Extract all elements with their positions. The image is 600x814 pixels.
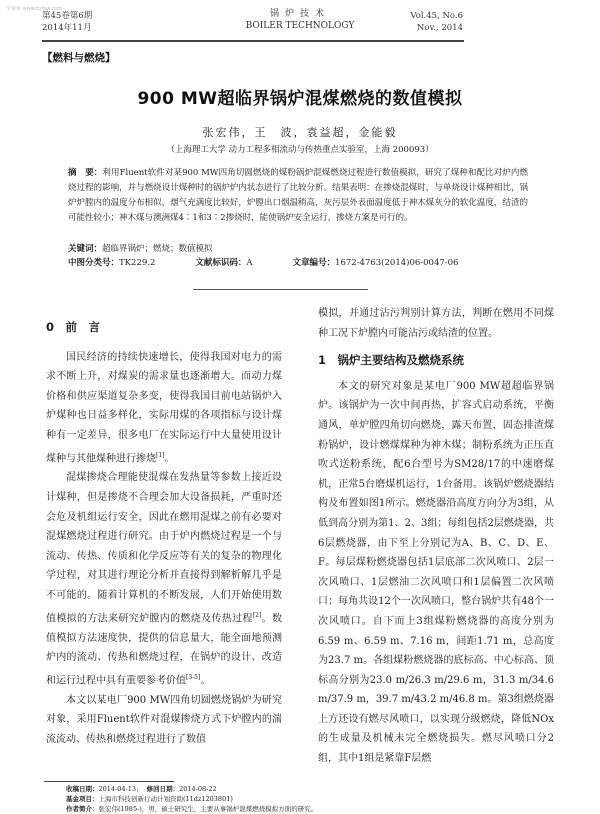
abstract-label: 摘 要： (68, 168, 103, 178)
keywords-text: 超临界锅炉；燃烧；数值模拟 (102, 244, 213, 254)
section-0-paragraph-1 (46, 348, 282, 469)
journal-name (200, 8, 400, 32)
volume-issue-en: Vol.45, No.6 (410, 11, 463, 21)
paper-title: 900 MW超临界锅炉混煤燃烧的数值模拟 (137, 89, 463, 109)
clc-value: TK229.2 (119, 258, 156, 268)
section-0-paragraph-3: 本文以某电厂900 MW四角切圆燃烧锅炉为研究对象，采用Fluent软件对混煤掺烧方式下炉膛内的湍流流动、传热和燃烧过程进行了数值 (46, 694, 282, 745)
article-number (293, 256, 459, 268)
date-cn: 2014年11月 (42, 23, 92, 33)
author-bio-label: 作者简介： (66, 805, 99, 813)
para-end: 。 (200, 675, 211, 687)
authors: 张宏伟，王 波，袁益超，金能毅 (202, 126, 398, 139)
clc-number (68, 256, 155, 268)
fund-line (66, 794, 317, 804)
citation: [3-5] (186, 673, 201, 681)
para-text: 混煤掺烧合理能使混煤在发热量等参数上接近设计煤种，但是掺烧不合理会加大设备损耗，严重时还会危及机组运行安全，因此在燃用混煤之前有必要对混煤燃烧过程进行研究。由于炉内燃烧过程是一个与流动、传热、传质和化学反应等有关的复杂的物理化学过程，对其进行理论分析并直接得到解析解几乎是不可能的。随着计算机的不断发展，人们开始使用数值模拟的方法来研究炉膛内的燃烧及传热过程 (46, 472, 282, 624)
header-rule (42, 40, 464, 42)
journal-name-en: BOILER TECHNOLOGY (245, 21, 355, 31)
fund-label: 基金项目： (66, 795, 99, 803)
author-bio-text: 张宏伟(1985-)，男，硕士研究生，主要从事锅炉混煤燃烧模拟方面的研究。 (98, 805, 318, 813)
fund-text: 上海市科技创新行动计划资助(11dz1203801) (98, 795, 233, 803)
abstract (68, 166, 528, 226)
article-no-label: 文章编号： (292, 258, 336, 268)
volume-issue-cn: 第45卷第6期 (42, 11, 93, 21)
right-column (318, 304, 554, 769)
revised-label: 修回日期： (146, 785, 180, 793)
abstract-text: 利用Fluent软件对某900 MW四角切圆燃烧的煤粉锅炉混煤燃烧过程进行数值模拟，研究了煤种和配比对炉内燃烧过程的影响，并与燃烧设计煤种时的锅炉炉内状态进行了比较分析。结果表明：在掺烧混煤时，与单烧设计煤种相比，锅炉炉膛内的温度分布相似，烟气充满度比较好，炉膛出口烟温稍高，灰污层外表面温度低于神木煤灰分的软化温度，结渣的可能性较小；神木煤与澳洲煤4∶1和3∶2掺烧时，能使锅炉安全运行，掺烧方案是可行的。 (68, 168, 528, 223)
left-column (46, 318, 282, 749)
citation: [1] (156, 451, 165, 459)
doc-code-label: 文献标识码： (195, 258, 247, 268)
divider (193, 289, 368, 290)
article-no-value: 1672-4763(2014)06-0047-06 (335, 258, 459, 268)
continuation-paragraph: 模拟，并通过沾污判别计算方法，判断在燃用不同煤种工况下炉膛内可能沾污或结渣的位置。 (318, 308, 554, 339)
keywords (68, 242, 213, 254)
affiliation: （上海理工大学 动力工程多相流动与传热重点实验室，上海 200093） (166, 145, 434, 155)
para-text: 。数值模拟方法速度快，提供的信息量大，能全面地预测炉内的流动、传热和燃烧过程，在锅炉的设计、改造和运行过程中具有重要参考价值 (46, 612, 283, 687)
received-date: 2014-04-13； (98, 785, 143, 793)
section-0-paragraph-2 (46, 468, 282, 690)
para-end: 。 (164, 452, 175, 464)
footnote-rule (44, 781, 174, 782)
watermark: 学兔兔 www.bzfxw.com (6, 6, 63, 12)
section-1-paragraph-1: 本文的研究对象是某电厂900 MW超超临界锅炉。该锅炉为一次中间再热，扩容式启动系统，平衡通风，单炉膛四角切向燃烧，露天布置，固态排渣煤粉锅炉，设计燃煤煤种为神木煤；制粉系统为正压直吹式送粉系统，配6台型号为SM28/17的中速磨煤机，正常5台磨煤机运行，1台备用。该锅炉燃烧器结构及布置如图1所示。燃烧器沿高度方向分为3组，从低到高分别为第1、2、3组；每组包括2层燃烧器，共6层燃烧器，由下至上分别记为A、B、C、D、E、F。每层煤粉燃烧器包括1层底部二次风喷口、2层一次风喷口、1层燃油二次风喷口和1层偏置二次风喷口；每角共设12个一次风喷口，整台锅炉共有48个一次风喷口。自下而上3组煤粉燃烧器的高度分别为6.59 m、6.59 m、7.16 m，间距1.71 m，总高度为23.7 m。各组煤粉燃烧器的底标高、中心标高、顶标高分别为23.0 m/26.3 m/29.6 m，31.3 m/34.6 m/37.9 m，39.7 m/43.2 m/46.8 m。第3组燃烧器上方还设有燃尽风喷口，以实现分级燃烧，降低NOx的生成量及机械未完全燃烧损失。燃尽风喷口分2组，其中1组是紧靠F层燃 (318, 380, 554, 765)
citation: [2] (252, 611, 262, 619)
keywords-label: 关键词： (68, 244, 103, 254)
doc-code-value: A (246, 258, 253, 268)
document-code (195, 256, 252, 268)
section-tag: 【燃料与燃烧】 (42, 52, 116, 64)
section-0-heading: 0 前 言 (46, 320, 101, 334)
clc-label: 中图分类号： (68, 258, 120, 268)
header-right (410, 10, 463, 34)
author-bio-line (66, 804, 317, 814)
footnotes (66, 784, 317, 814)
dates-line (66, 784, 317, 794)
header-left (42, 10, 92, 34)
section-1-heading: 1 锅炉主要结构及燃烧系统 (318, 353, 465, 368)
para-text: 国民经济的持续快速增长，使得我国对电力的需求不断上升，对煤炭的需求量也逐渐增大。而动力煤价格和供应渠道复杂多变，使得我国目前电站锅炉入炉煤种也日益多样化，实际用煤的各项指标与设计煤种有一定差异，很多电厂在实际运行中大量使用设计煤种与其他煤种进行掺烧 (46, 351, 282, 464)
revised-date: 2014-08-22 (179, 785, 217, 793)
date-en: Nov., 2014 (416, 23, 463, 33)
classification-line (68, 256, 528, 268)
received-label: 收稿日期： (66, 785, 99, 793)
journal-name-cn: 锅炉技术 (269, 9, 330, 19)
